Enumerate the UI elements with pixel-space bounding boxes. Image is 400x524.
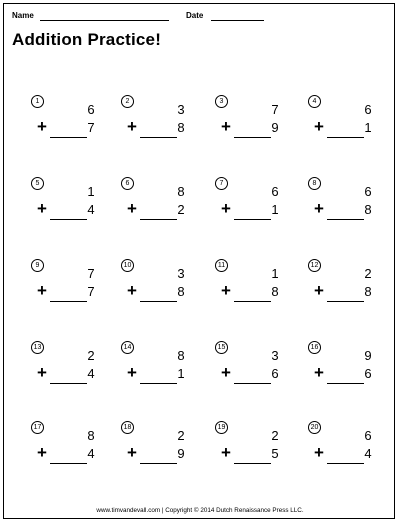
second-addend: 8 (364, 202, 372, 217)
problem-number: 14 (121, 341, 134, 354)
answer-line[interactable] (327, 219, 364, 220)
first-addend: 9 (364, 348, 372, 363)
problem-13 (31, 341, 101, 401)
problem-17 (31, 421, 101, 481)
plus-sign: + (37, 281, 47, 300)
answer-line[interactable] (140, 301, 177, 302)
answer-line[interactable] (234, 383, 271, 384)
problem-number: 12 (308, 259, 321, 272)
first-addend: 2 (177, 428, 185, 443)
answer-line[interactable] (327, 301, 364, 302)
second-addend: 8 (177, 120, 185, 135)
second-addend: 1 (364, 120, 372, 135)
first-addend: 3 (271, 348, 279, 363)
copyright-footer: www.timvandevall.com | Copyright © 2014 Dutch Renaissance Press LLC. (96, 507, 304, 514)
problem-number: 5 (31, 177, 44, 190)
problem-18 (121, 421, 191, 481)
problem-number: 13 (31, 341, 44, 354)
answer-line[interactable] (234, 137, 271, 138)
plus-sign: + (37, 199, 47, 218)
plus-sign: + (127, 199, 137, 218)
plus-sign: + (314, 117, 324, 136)
answer-line[interactable] (234, 463, 271, 464)
first-addend: 6 (364, 184, 372, 199)
second-addend: 4 (87, 366, 95, 381)
plus-sign: + (37, 117, 47, 136)
first-addend: 6 (364, 428, 372, 443)
problem-number: 16 (308, 341, 321, 354)
problem-number: 10 (121, 259, 134, 272)
first-addend: 1 (271, 266, 279, 281)
first-addend: 3 (177, 266, 185, 281)
answer-line[interactable] (50, 383, 87, 384)
second-addend: 1 (177, 366, 185, 381)
first-addend: 6 (87, 102, 95, 117)
second-addend: 8 (271, 284, 279, 299)
problem-11 (215, 259, 285, 319)
problem-number: 15 (215, 341, 228, 354)
problem-number: 4 (308, 95, 321, 108)
answer-line[interactable] (234, 301, 271, 302)
problem-20 (308, 421, 378, 481)
answer-line[interactable] (140, 219, 177, 220)
problem-8 (308, 177, 378, 237)
problem-number: 3 (215, 95, 228, 108)
second-addend: 8 (177, 284, 185, 299)
plus-sign: + (127, 443, 137, 462)
first-addend: 7 (271, 102, 279, 117)
second-addend: 6 (364, 366, 372, 381)
date-label: Date (186, 11, 204, 20)
plus-sign: + (37, 363, 47, 382)
answer-line[interactable] (140, 383, 177, 384)
plus-sign: + (314, 281, 324, 300)
first-addend: 2 (87, 348, 95, 363)
answer-line[interactable] (234, 219, 271, 220)
second-addend: 4 (87, 446, 95, 461)
second-addend: 9 (177, 446, 185, 461)
name-label: Name (12, 11, 34, 20)
problem-6 (121, 177, 191, 237)
problem-9 (31, 259, 101, 319)
problem-number: 18 (121, 421, 134, 434)
plus-sign: + (221, 363, 231, 382)
plus-sign: + (221, 443, 231, 462)
name-field-line (40, 20, 169, 21)
second-addend: 2 (177, 202, 185, 217)
plus-sign: + (314, 443, 324, 462)
problem-3 (215, 95, 285, 155)
problem-number: 11 (215, 259, 228, 272)
first-addend: 8 (177, 184, 185, 199)
problem-7 (215, 177, 285, 237)
answer-line[interactable] (50, 137, 87, 138)
problem-12 (308, 259, 378, 319)
problem-number: 20 (308, 421, 321, 434)
answer-line[interactable] (327, 463, 364, 464)
problem-number: 7 (215, 177, 228, 190)
problem-4 (308, 95, 378, 155)
problem-16 (308, 341, 378, 401)
second-addend: 7 (87, 120, 95, 135)
first-addend: 8 (177, 348, 185, 363)
problem-number: 2 (121, 95, 134, 108)
answer-line[interactable] (327, 137, 364, 138)
problem-10 (121, 259, 191, 319)
problem-1 (31, 95, 101, 155)
answer-line[interactable] (140, 137, 177, 138)
answer-line[interactable] (327, 383, 364, 384)
first-addend: 2 (364, 266, 372, 281)
plus-sign: + (37, 443, 47, 462)
answer-line[interactable] (50, 301, 87, 302)
first-addend: 6 (364, 102, 372, 117)
first-addend: 8 (87, 428, 95, 443)
problem-14 (121, 341, 191, 401)
plus-sign: + (314, 199, 324, 218)
first-addend: 2 (271, 428, 279, 443)
first-addend: 7 (87, 266, 95, 281)
problem-number: 1 (31, 95, 44, 108)
plus-sign: + (221, 117, 231, 136)
second-addend: 7 (87, 284, 95, 299)
plus-sign: + (127, 117, 137, 136)
plus-sign: + (221, 281, 231, 300)
date-field-line (211, 20, 264, 21)
problem-number: 6 (121, 177, 134, 190)
plus-sign: + (314, 363, 324, 382)
problem-number: 9 (31, 259, 44, 272)
plus-sign: + (221, 199, 231, 218)
problem-15 (215, 341, 285, 401)
answer-line[interactable] (50, 219, 87, 220)
problem-number: 17 (31, 421, 44, 434)
answer-line[interactable] (50, 463, 87, 464)
page-title: Addition Practice! (12, 30, 162, 49)
first-addend: 1 (87, 184, 95, 199)
first-addend: 3 (177, 102, 185, 117)
second-addend: 9 (271, 120, 279, 135)
plus-sign: + (127, 281, 137, 300)
second-addend: 1 (271, 202, 279, 217)
second-addend: 4 (364, 446, 372, 461)
answer-line[interactable] (140, 463, 177, 464)
problem-number: 8 (308, 177, 321, 190)
second-addend: 5 (271, 446, 279, 461)
problem-number: 19 (215, 421, 228, 434)
second-addend: 8 (364, 284, 372, 299)
problem-2 (121, 95, 191, 155)
problem-5 (31, 177, 101, 237)
second-addend: 4 (87, 202, 95, 217)
first-addend: 6 (271, 184, 279, 199)
second-addend: 6 (271, 366, 279, 381)
plus-sign: + (127, 363, 137, 382)
problem-19 (215, 421, 285, 481)
